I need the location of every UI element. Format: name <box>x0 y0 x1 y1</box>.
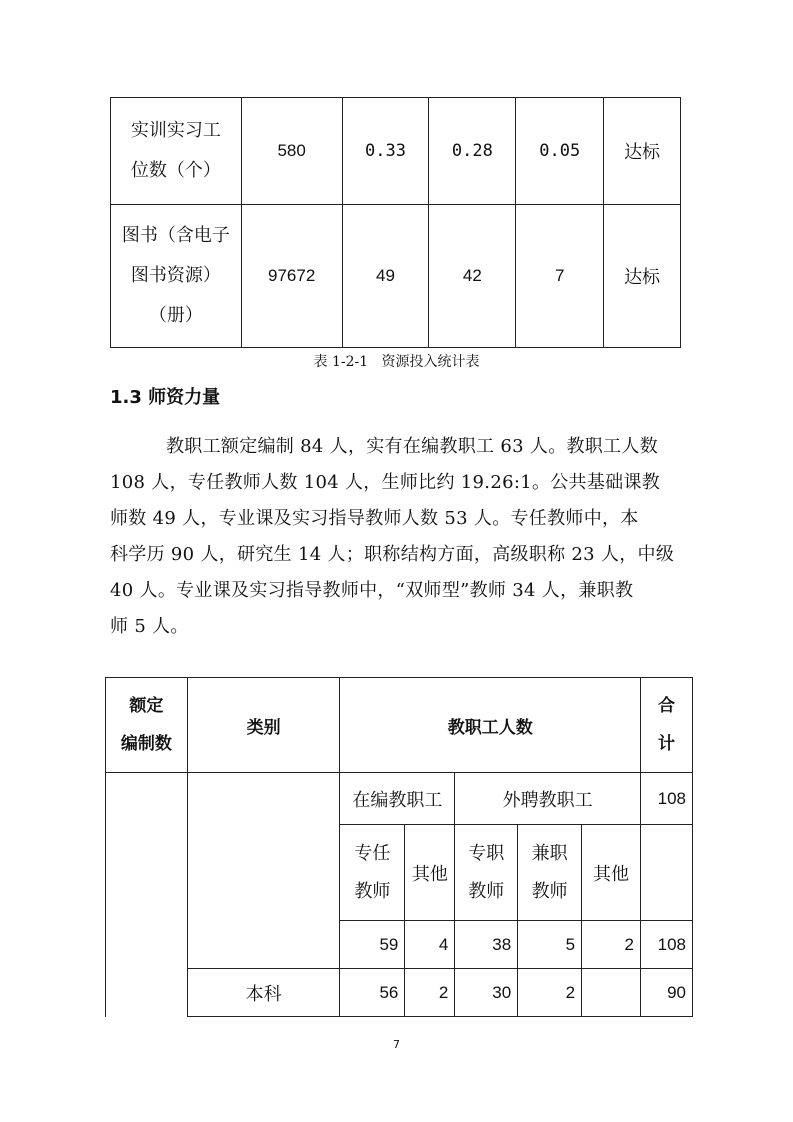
subheader-total-cell <box>640 825 692 921</box>
paragraph-line: 108 人，专任教师人数 104 人，生师比约 19.26:1。公共基础课教 <box>110 472 661 493</box>
full-time-value: 56 <box>340 969 405 1017</box>
resource-total-cell: 580 <box>241 98 342 205</box>
resource-value-cell: 7 <box>516 205 604 348</box>
part-time-value: 5 <box>518 921 582 969</box>
hired-group: 外聘教职工 <box>455 773 641 825</box>
dedicated-teacher-header: 专职 教师 <box>455 825 518 921</box>
other-header: 其他 <box>405 825 455 921</box>
section-heading: 1.3 师资力量 <box>110 387 221 408</box>
paragraph-line: 科学历 90 人，研究生 14 人；职称结构方面，高级职称 23 人，中级 <box>110 544 675 565</box>
other-value: 4 <box>405 921 455 969</box>
full-time-value: 59 <box>340 921 405 969</box>
quota-cell <box>106 773 188 1017</box>
resource-value-cell: 49 <box>342 205 429 348</box>
paragraph-line: 师数 49 人，专业课及实习指导教师人数 53 人。专任教师中，本 <box>110 508 639 529</box>
other-value <box>582 969 641 1017</box>
table-header-row <box>106 678 693 773</box>
resource-status-cell: 达标 <box>604 205 681 348</box>
part-time-value: 2 <box>518 969 582 1017</box>
row-total-value: 90 <box>640 969 692 1017</box>
other-value: 2 <box>582 921 641 969</box>
resource-value-cell: 42 <box>429 205 516 348</box>
part-time-teacher-header: 兼职 教师 <box>518 825 582 921</box>
total-header: 合 计 <box>640 678 692 773</box>
group-row <box>106 773 693 825</box>
group-total: 108 <box>640 773 692 825</box>
staff-table <box>105 677 693 1017</box>
resource-value-cell: 0.33 <box>342 98 429 205</box>
resource-name-cell: 图书（含电子 图书资源） （册） <box>111 205 242 348</box>
body-paragraph <box>110 429 682 645</box>
resource-table <box>110 97 681 348</box>
category-label: 本科 <box>187 969 340 1017</box>
category-header: 类别 <box>187 678 340 773</box>
in-staff-group: 在编教职工 <box>340 773 455 825</box>
resource-status-cell: 达标 <box>604 98 681 205</box>
resource-value-cell: 0.05 <box>516 98 604 205</box>
resource-total-cell: 97672 <box>241 205 342 348</box>
paragraph-line: 师 5 人。 <box>110 616 189 637</box>
table-row <box>111 98 681 205</box>
quota-header: 额定 编制数 <box>106 678 188 773</box>
full-time-teacher-header: 专任 教师 <box>340 825 405 921</box>
table-row <box>106 969 693 1017</box>
paragraph-line: 40 人。专业课及实习指导教师中，“双师型”教师 34 人，兼职教 <box>110 580 634 601</box>
other-value: 2 <box>405 969 455 1017</box>
resource-name-cell: 实训实习工 位数（个） <box>111 98 242 205</box>
row-total-value: 108 <box>640 921 692 969</box>
dedicated-value: 38 <box>455 921 518 969</box>
staff-count-header: 教职工人数 <box>340 678 640 773</box>
resource-value-cell: 0.28 <box>429 98 516 205</box>
page-number: 7 <box>393 1038 400 1051</box>
other-header: 其他 <box>582 825 641 921</box>
dedicated-value: 30 <box>455 969 518 1017</box>
table-row <box>111 205 681 348</box>
category-cell <box>187 773 340 969</box>
paragraph-line: 教职工额定编制 84 人，实有在编教职工 63 人。教职工人数 <box>166 436 658 457</box>
table-caption: 表 1-2-1 资源投入统计表 <box>313 354 480 370</box>
